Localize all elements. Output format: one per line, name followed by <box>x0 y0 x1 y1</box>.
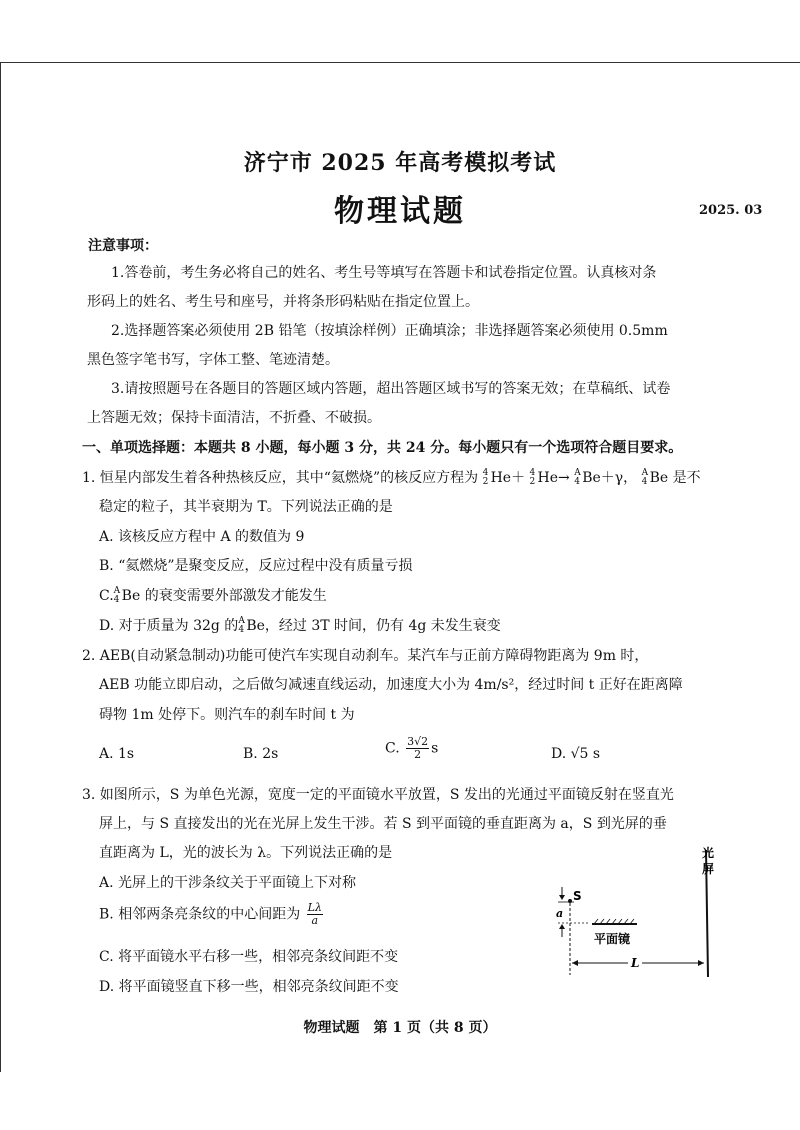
q2-line-2: AEB 功能立即启动，之后做匀减速直线运动，加速度大小为 4m/s²，经过时间 t 正好在距离障 <box>99 677 683 693</box>
q2-option-c-fraction: $\frac{3√2}{2}$ <box>407 735 429 761</box>
mirror-interference-diagram <box>540 845 740 995</box>
exam-date: 2025. 03 <box>699 203 763 218</box>
q2-option-b: B. 2s <box>243 746 279 762</box>
subject-title: 物理试题 <box>334 194 466 229</box>
screen-label-1: 光 <box>702 846 715 860</box>
q2-option-a: A. 1s <box>99 746 135 762</box>
q3-line-3: 直距离为 L，光的波长为 λ。下列说法正确的是 <box>99 845 393 861</box>
iso-he-2: 4 2 <box>529 468 536 487</box>
q3-option-b-fraction: $\frac{L\lambda}{a}$ <box>307 901 322 927</box>
q3-option-c: C. 将平面镜水平右移一些，相邻亮条纹间距不变 <box>99 949 399 965</box>
q1-option-c <box>99 586 327 606</box>
source-label: S <box>573 889 582 903</box>
iso-be-4: A 4 <box>238 616 245 635</box>
q1-option-d-text: Be，经过 3T 时间，仍有 4g 未发生衰变 <box>246 618 501 634</box>
a-arrow-bottom-head <box>559 924 565 929</box>
q1-option-c-text: Be 的衰变需要外部激发才能发生 <box>121 588 327 604</box>
q1-option-c-prefix: C. <box>99 588 114 604</box>
section-1-heading: 一、单项选择题：本题共 8 小题，每小题 3 分，共 24 分。每小题只有一个选项符合题目要求。 <box>82 440 683 456</box>
iso-be-2: A 4 <box>641 468 649 487</box>
q2-line-3: 碍物 1m 处停下。则汽车的刹车时间 t 为 <box>99 707 355 723</box>
note-2-line-2: 黑色签字笔书写，字体工整、笔迹清楚。 <box>87 352 339 368</box>
q2-option-c <box>385 736 438 761</box>
exam-title: 济宁市 2025 年高考模拟考试 <box>243 150 557 176</box>
q2-option-c-unit: s <box>431 740 439 757</box>
q1-text-a: 1. 恒星内部发生着各种热核反应，其中“氦燃烧”的核反应方程为 <box>82 470 479 486</box>
q3-option-b-prefix: B. 相邻两条亮条纹的中心间距为 <box>99 906 301 923</box>
q1-option-a: A. 该核反应方程中 A 的数值为 9 <box>99 529 305 545</box>
note-1-line-1: 1.答卷前，考生务必将自己的姓名、考生号等填写在答题卡和试卷指定位置。认真核对条 <box>111 265 657 281</box>
q1-eq-he2: He→ <box>537 470 570 486</box>
q3-line-2: 屏上，与 S 直接发出的光在光屏上发生干涉。若 S 到平面镜的垂直距离为 a，S 到光屏的垂 <box>99 816 667 832</box>
L-arrow-right-head <box>698 960 704 966</box>
iso-be-3: A 4 <box>113 586 121 605</box>
q3-option-d: D. 将平面镜竖直下移一些，相邻亮条纹间距不变 <box>99 979 399 995</box>
mirror-label: 平面镜 <box>594 932 631 946</box>
L-label: L <box>631 956 640 970</box>
q1-option-b: B. “氦燃烧”是聚变反应，反应过程中没有质量亏损 <box>99 558 413 574</box>
a-label: a <box>556 907 564 920</box>
note-2-line-1: 2.选择题答案必须使用 2B 铅笔（按填涂样例）正确填涂；非选择题答案必须使用 0.5mm <box>111 323 668 339</box>
notes-heading: 注意事项： <box>88 238 158 254</box>
q1-text-b: Be 是不 <box>649 470 701 486</box>
light-source-dot <box>568 899 572 903</box>
note-3-line-2: 上答题无效；保持卡面清洁，不折叠、不破损。 <box>87 410 381 426</box>
q3-option-a: A. 光屏上的干涉条纹关于平面镜上下对称 <box>99 875 357 891</box>
q1-option-d-prefix: D. 对于质量为 32g 的 <box>99 618 239 634</box>
q3-line-1: 3. 如图所示，S 为单色光源，宽度一定的平面镜水平放置，S 发出的光通过平面镜反射在竖直光 <box>82 787 674 803</box>
a-arrow-top-head <box>559 895 565 900</box>
iso-be-1: A 4 <box>574 468 581 487</box>
q1-line-2: 稳定的粒子，其半衰期为 T。下列说法正确的是 <box>99 499 393 515</box>
note-3-line-1: 3.请按照题号在各题目的答题区域内答题，超出答题区域书写的答案无效；在草稿纸、试卷 <box>111 381 671 397</box>
screen-label-2: 屏 <box>702 862 715 876</box>
q2-line-1: 2. AEB(自动紧急制动)功能可使汽车实现自动刹车。某汽车与正前方障碍物距离为 9m 时， <box>82 648 649 664</box>
q3-option-b <box>99 902 325 927</box>
q2-option-c-prefix: C. <box>385 740 400 757</box>
page-footer: 物理试题 第 1 页（共 8 页） <box>303 1020 497 1036</box>
q1-eq-he1: He＋ <box>490 470 526 486</box>
q2-option-d: D. √5 s <box>551 746 601 762</box>
page-border-top <box>0 62 800 63</box>
iso-he-1: 4 2 <box>482 468 489 487</box>
q1-option-d <box>99 616 501 636</box>
L-arrow-left-head <box>572 960 578 966</box>
q1-eq-be: Be＋γ， <box>582 470 638 486</box>
note-1-line-2: 形码上的姓名、考生号和座号，并将条形码粘贴在指定位置上。 <box>87 294 479 310</box>
q1-line-1 <box>82 468 701 488</box>
